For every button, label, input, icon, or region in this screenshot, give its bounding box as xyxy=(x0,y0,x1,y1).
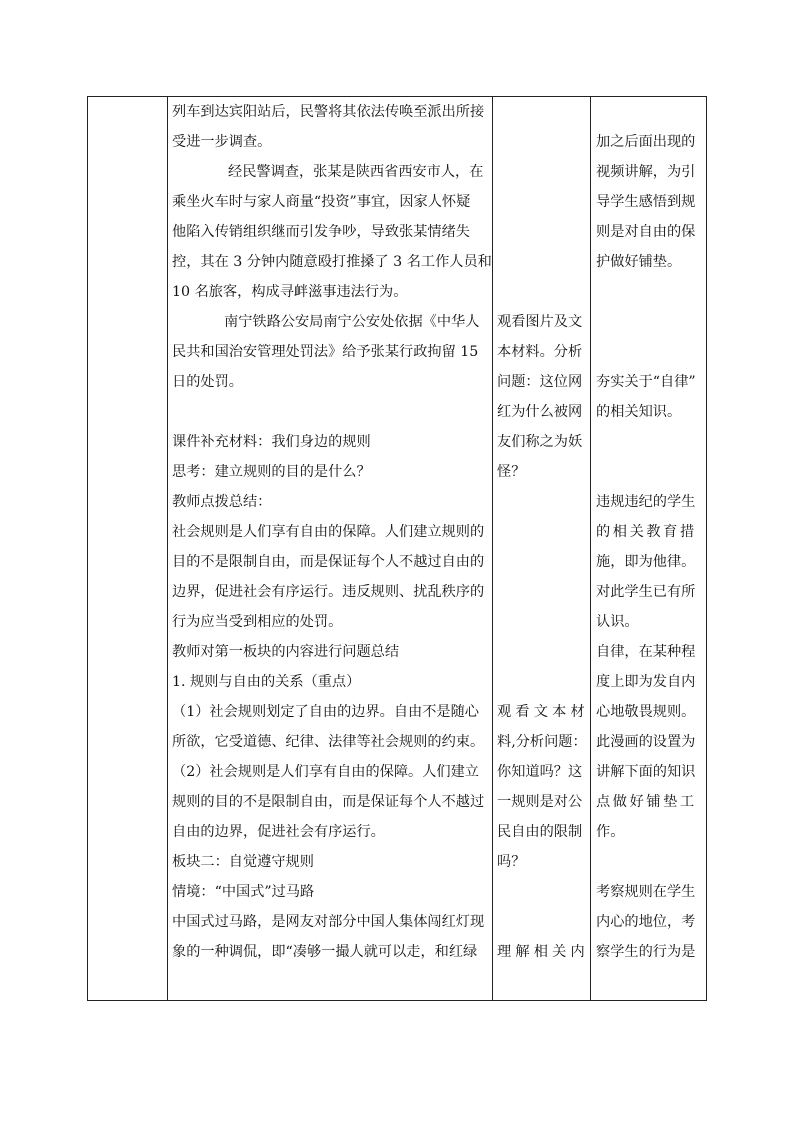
text-line xyxy=(172,397,490,427)
text-line xyxy=(497,667,587,697)
text-line xyxy=(596,457,706,487)
text-line: 南宁铁路公安局南宁公安处依据《中华人 xyxy=(224,314,480,330)
text-line: 列车到达宾阳站后，民警将其依法传唤至派出所接 xyxy=(172,104,485,120)
text-line: 问题：这位网 xyxy=(497,374,583,390)
text-line: 教师点拨总结： xyxy=(172,494,272,510)
text-line: 护做好铺垫。 xyxy=(596,254,682,270)
text-line: 的相关教育措 xyxy=(596,524,697,540)
text-line: 理解相关内 xyxy=(497,944,589,960)
text-line: 导学生感悟到规 xyxy=(596,194,696,210)
text-line xyxy=(497,607,587,637)
text-line: 所欲，它受道德、纪律、法律等社会规则的约束。 xyxy=(172,734,485,750)
text-line xyxy=(497,517,587,547)
text-line: 1. 规则与自由的关系（重点） xyxy=(172,674,361,690)
text-line: 目的不是限制自由，而是保证每个人不越过自由的 xyxy=(172,554,485,570)
text-line: 作。 xyxy=(596,824,625,840)
text-line xyxy=(497,277,587,307)
text-line: 中国式过马路，是网友对部分中国人集体闯红灯现 xyxy=(172,914,485,930)
text-line: 经民警调查，张某是陕西省西安市人，在 xyxy=(228,164,484,180)
text-line xyxy=(497,877,587,907)
text-line: 自由的边界，促进社会有序运行。 xyxy=(172,824,385,840)
text-line xyxy=(596,277,706,307)
text-line: 施，即为他律。 xyxy=(596,554,696,570)
text-line: 此漫画的设置为 xyxy=(596,734,696,750)
text-line: 红为什么被网 xyxy=(497,404,583,420)
text-line: （1）社会规则划定了自由的边界。自由不是随心 xyxy=(172,704,479,720)
text-line: （2）社会规则是人们享有自由的保障。人们建立 xyxy=(172,764,479,780)
text-line: 度上即为发自内 xyxy=(596,674,696,690)
text-line: 一规则是对公 xyxy=(497,794,583,810)
text-line: 料,分析问题： xyxy=(497,734,587,750)
text-line xyxy=(497,547,587,577)
text-line: 察学生的行为是 xyxy=(596,944,696,960)
text-line: 教师对第一板块的内容进行问题总结 xyxy=(172,644,400,660)
text-line: 规则的目的不是限制自由，而是保证每个人不越过 xyxy=(172,794,485,810)
column-divider xyxy=(492,97,493,1000)
text-line: 思考：建立规则的目的是什么？ xyxy=(172,464,371,480)
text-line: 课件补充材料：我们身边的规则 xyxy=(172,434,371,450)
text-line xyxy=(497,127,587,157)
design-intent-column xyxy=(596,97,706,967)
text-line xyxy=(497,157,587,187)
text-line: 自律，在某种程 xyxy=(596,644,696,660)
text-line: 点做好铺垫工 xyxy=(596,794,697,810)
text-line: 边界，促进社会有序运行。违反规则、扰乱秩序的 xyxy=(172,584,485,600)
text-line: 内心的地位，考 xyxy=(596,914,696,930)
text-line: 乘坐火车时与家人商量“投资”事宜，因家人怀疑 xyxy=(172,194,471,210)
column-divider xyxy=(590,97,591,1000)
text-line: 怪？ xyxy=(497,464,526,480)
text-line xyxy=(596,847,706,877)
text-line: 日的处罚。 xyxy=(172,374,243,390)
text-line xyxy=(596,307,706,337)
text-line: 心地敬畏规则。 xyxy=(596,704,696,720)
text-line xyxy=(497,97,587,127)
text-line: 情境：“中国式”过马路 xyxy=(172,884,315,900)
text-line: 行为应当受到相应的处罚。 xyxy=(172,614,343,630)
text-line: 考察规则在学生 xyxy=(596,884,696,900)
text-line: 则是对自由的保 xyxy=(596,224,696,240)
text-line: 10 名旅客，构成寻衅滋事违法行为。 xyxy=(172,284,408,300)
student-activity-column xyxy=(497,97,587,967)
text-line xyxy=(497,637,587,667)
text-line: 他陷入传销组织继而引发争吵，导致张某情绪失 xyxy=(172,224,470,240)
text-line: 本材料。分析 xyxy=(497,344,583,360)
text-line: 观看图片及文 xyxy=(497,314,583,330)
text-line: 认识。 xyxy=(596,614,639,630)
text-line: 民共和国治安管理处罚法》给予张某行政拘留 15 xyxy=(172,344,479,360)
text-line xyxy=(596,427,706,457)
text-line: 社会规则是人们享有自由的保障。人们建立规则的 xyxy=(172,524,485,540)
text-line xyxy=(497,577,587,607)
text-line: 控，其在 3 分钟内随意殴打推搡了 3 名工作人员和 xyxy=(172,254,492,270)
text-line: 加之后面出现的 xyxy=(596,134,696,150)
text-line: 的相关知识。 xyxy=(596,404,682,420)
text-line: 你知道吗？这 xyxy=(497,764,583,780)
teacher-activity-column xyxy=(172,97,490,967)
column-divider xyxy=(167,97,168,1000)
text-line xyxy=(497,187,587,217)
text-line: 违规违纪的学生 xyxy=(596,494,696,510)
text-line xyxy=(596,337,706,367)
text-line xyxy=(596,97,706,127)
text-line: 板块二：自觉遵守规则 xyxy=(172,854,314,870)
text-line: 视频讲解，为引 xyxy=(596,164,696,180)
text-line: 受进一步调查。 xyxy=(172,134,272,150)
text-line xyxy=(497,247,587,277)
text-line: 友们称之为妖 xyxy=(497,434,583,450)
text-line: 象的一种调侃，即“凑够一撮人就可以走，和红绿 xyxy=(172,944,478,960)
text-line xyxy=(497,217,587,247)
text-line xyxy=(497,907,587,937)
text-line: 对此学生已有所 xyxy=(596,584,696,600)
text-line: 观看文本材 xyxy=(497,704,589,720)
text-line xyxy=(497,487,587,517)
text-line: 讲解下面的知识 xyxy=(596,764,696,780)
lesson-plan-table xyxy=(87,96,707,1001)
text-line: 夯实关于“自律” xyxy=(596,374,696,390)
text-line: 吗？ xyxy=(497,854,526,870)
text-line: 民自由的限制 xyxy=(497,824,583,840)
